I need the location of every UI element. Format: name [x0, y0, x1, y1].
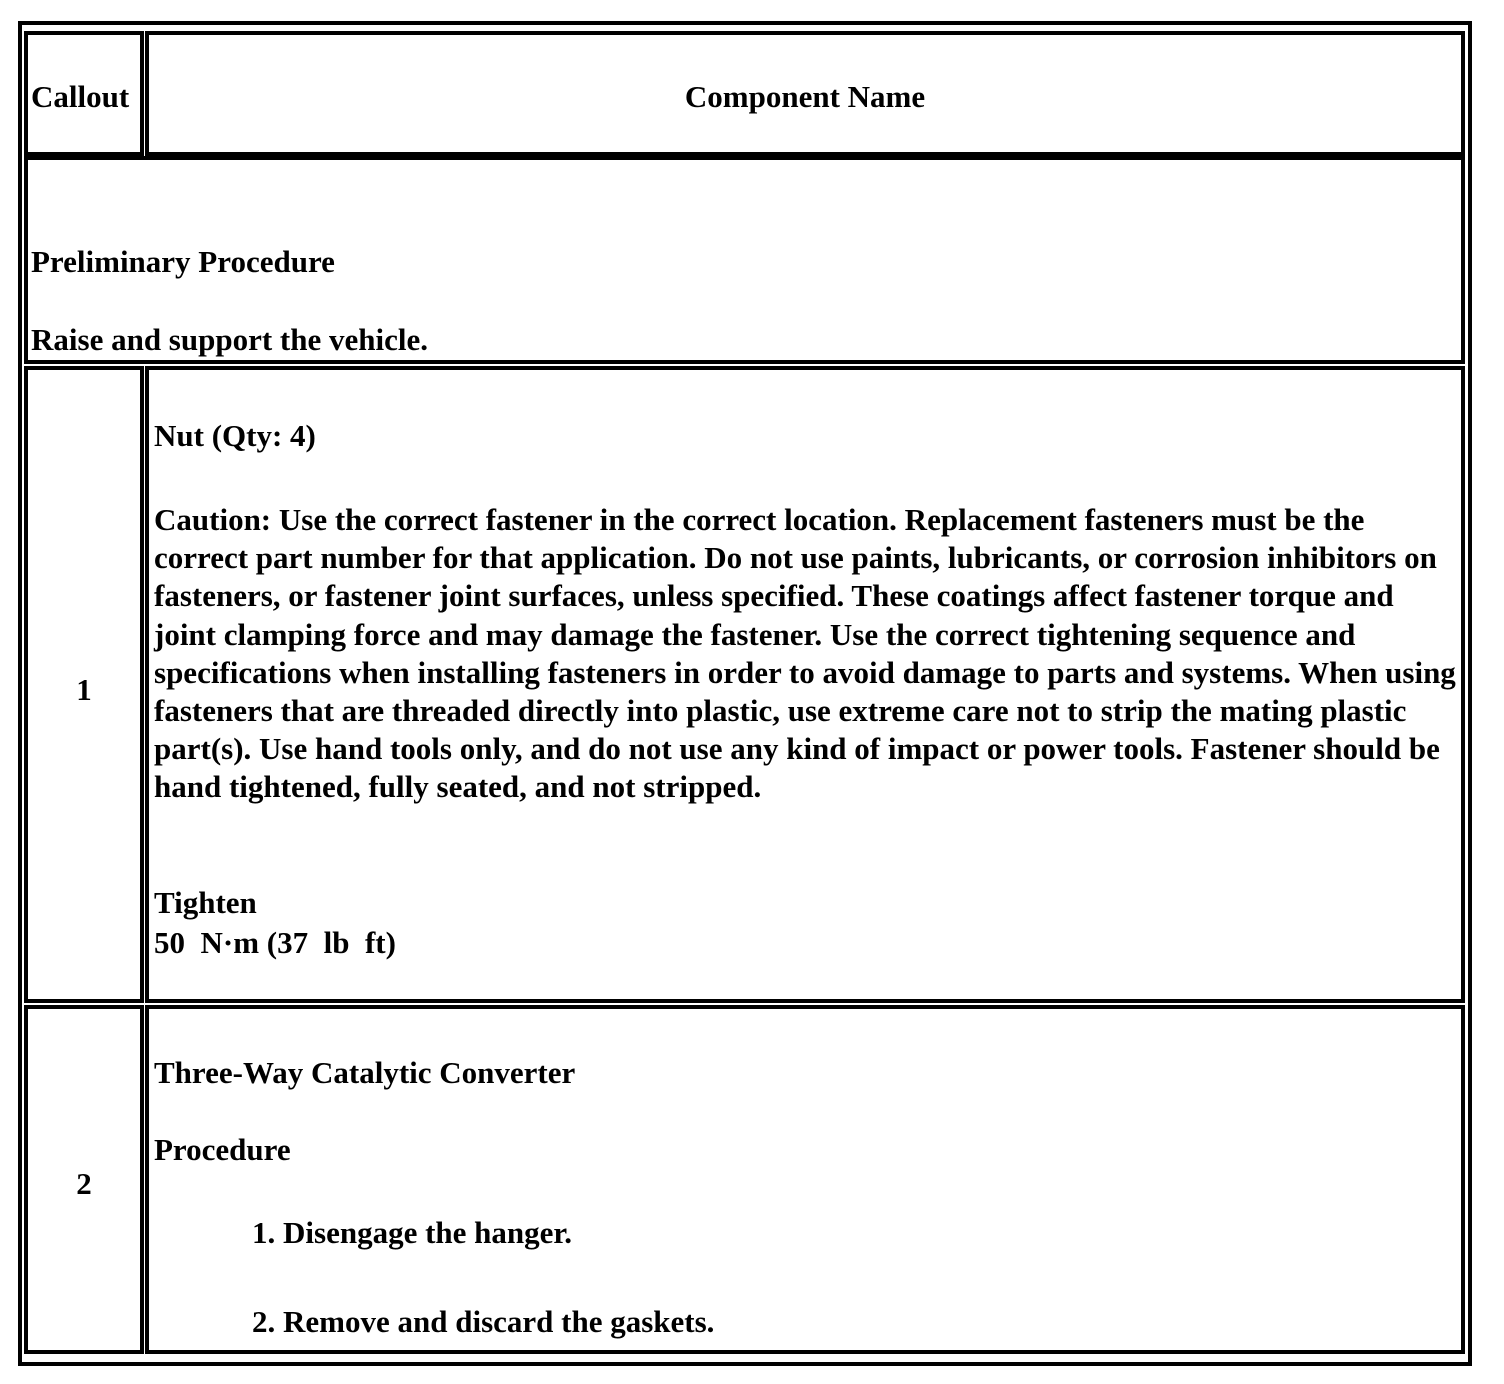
row-1-title: Nut (Qty: 4) — [154, 418, 316, 453]
row-1-tighten-label: Tighten — [154, 885, 257, 920]
row-1-tighten-value: 50 N·m (37 lb ft) — [154, 925, 396, 960]
row-2-title: Three-Way Catalytic Converter — [154, 1055, 576, 1090]
preliminary-text: Raise and support the vehicle. — [31, 322, 428, 357]
preliminary-title: Preliminary Procedure — [31, 244, 335, 279]
header-callout: Callout — [31, 79, 130, 114]
row-1-caution: Caution: Use the correct fastener in the correct location. Replacement fasteners must be the correct part number for that application. Do not use paints, lubricants, or corrosion inhibitors on fasteners, or fastener joint surfaces, unless specified. These coatings affect fastener torque and joint clamping force and may damage the fastener. Use the correct tightening sequence and specifications when installing fasteners in order to avoid damage to parts and systems. When using fasteners that are threaded directly into plastic, use extreme care not to strip the mating plastic part(s). Use hand tools only, and do not use any kind of impact or power tools. Fastener should be hand tightened, fully seated, and not stripped. — [154, 502, 1456, 805]
header-component-name: Component Name — [684, 79, 926, 114]
row-2-step-1: 1. Disengage the hanger. — [252, 1215, 573, 1250]
row-2-callout: 2 — [76, 1166, 92, 1201]
row-2-procedure-label: Procedure — [154, 1132, 291, 1167]
row-2-step-2: 2. Remove and discard the gaskets. — [252, 1304, 715, 1339]
row-1-callout: 1 — [76, 672, 92, 707]
